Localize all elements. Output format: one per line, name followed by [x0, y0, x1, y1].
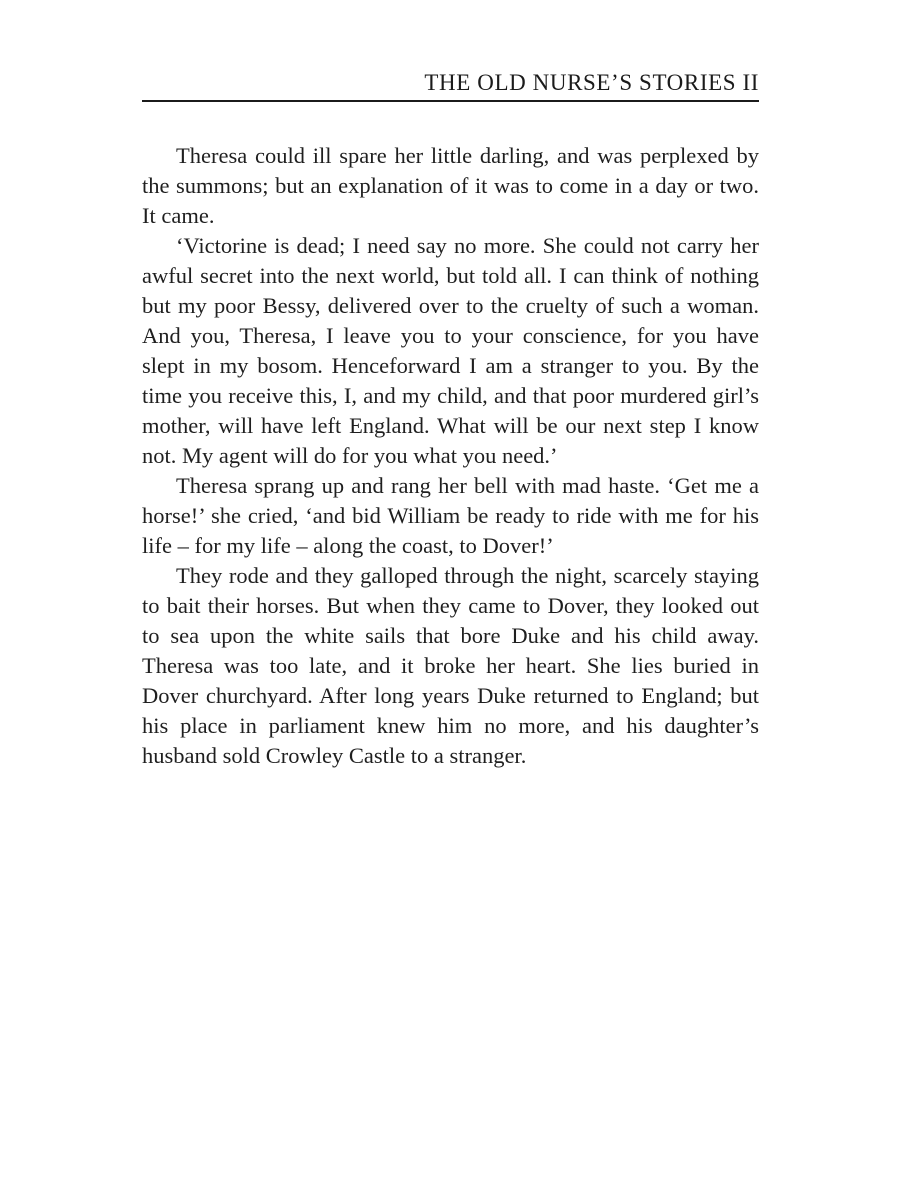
- header-rule: [142, 100, 759, 102]
- paragraph-3: Theresa sprang up and rang her bell with mad haste. ‘Get me a horse!’ she cried, ‘and bid William be ready to ride with me for his life – for my life – along the coast, to Dover!’: [142, 473, 759, 558]
- running-head: THE OLD NURSE’S STORIES II: [424, 70, 759, 95]
- paragraph-4: They rode and they galloped through the night, scarcely staying to bait their horses. But when they came to Dover, they looked out to sea upon the white sails that bore Duke and his child away. Theresa was too late, and it broke her heart. She lies buried in Dover churchyard. After long years Duke returned to England; but his place in parliament knew him no more, and his daughter’s husband sold Crowley Castle to a stranger.: [142, 563, 759, 768]
- body-text: [142, 141, 759, 771]
- paragraph-2: ‘Victorine is dead; I need say no more. She could not carry her awful secret into the next world, but told all. I can think of nothing but my poor Bessy, delivered over to the cruelty of such a woman. And you, Theresa, I leave you to your conscience, for you have slept in my bosom. Henceforward I am a stranger to you. By the time you receive this, I, and my child, and that poor murdered girl’s mother, will have left England. What will be our next step I know not. My agent will do for you what you need.’: [142, 233, 759, 468]
- paragraph-1: Theresa could ill spare her little darling, and was perplexed by the summons; but an explanation of it was to come in a day or two. It came.: [142, 143, 759, 228]
